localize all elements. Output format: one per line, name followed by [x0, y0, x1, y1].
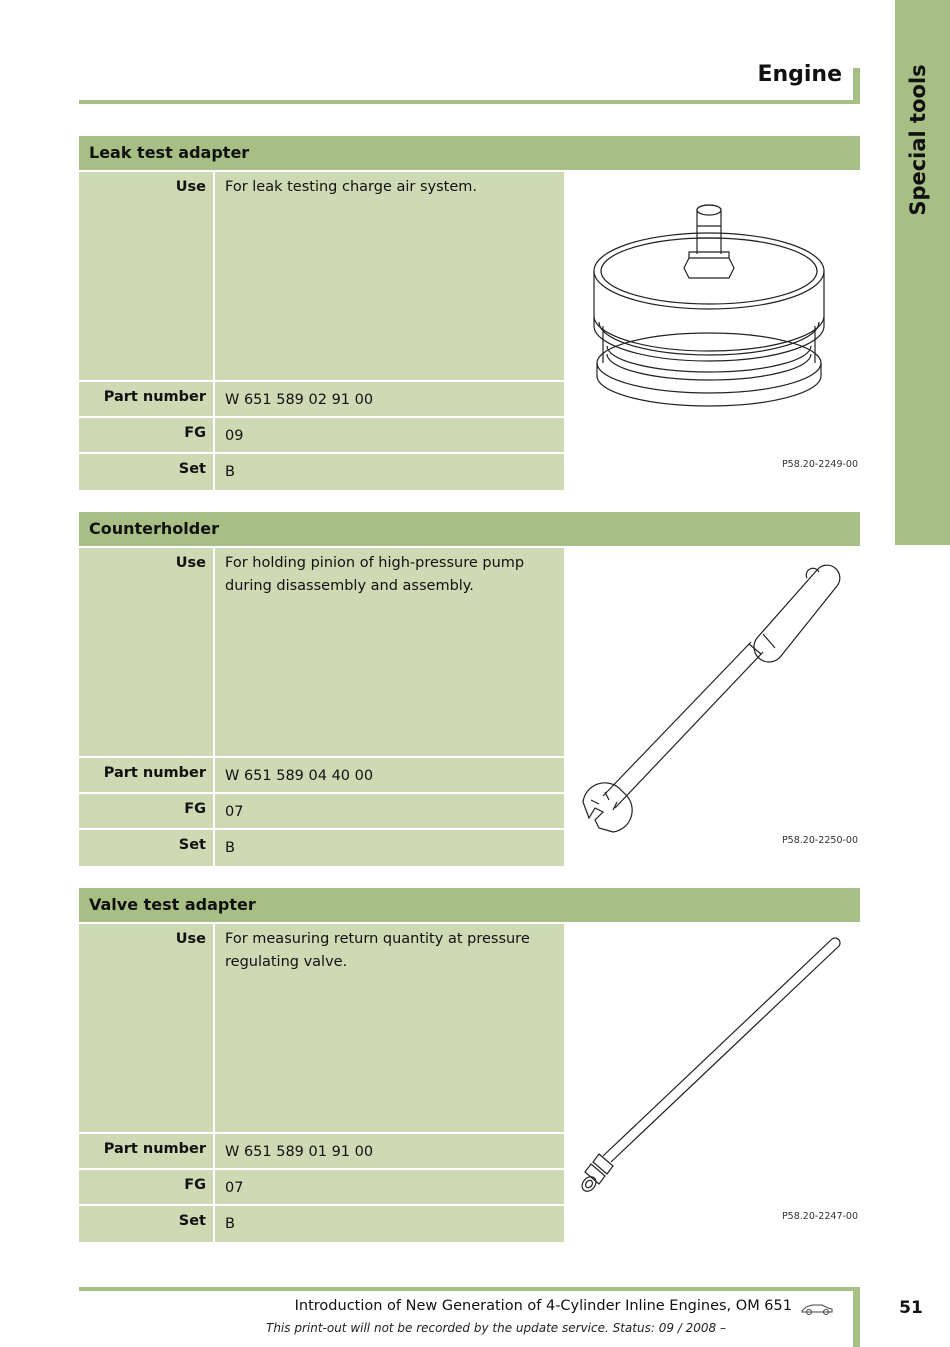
tool-section-valve-test-adapter — [79, 888, 860, 1242]
tool-section-leak-test-adapter — [79, 136, 860, 490]
use-value: For holding pinion of high-pressure pump during disassembly and assembly. — [215, 548, 564, 756]
header-rule — [79, 100, 860, 104]
set-value: B — [215, 454, 564, 490]
figure-ref: P58.20-2247-00 — [781, 1211, 858, 1222]
set-label: Set — [79, 830, 213, 866]
fg-label: FG — [79, 418, 213, 452]
part-number-label: Part number — [79, 758, 213, 792]
tool-title: Counterholder — [89, 519, 219, 538]
part-number-label: Part number — [79, 1134, 213, 1168]
counterholder-wrench-illustration — [569, 552, 861, 868]
part-number-label: Part number — [79, 382, 213, 416]
footer-title: Introduction of New Generation of 4-Cylinder Inline Engines, OM 651 — [294, 1298, 792, 1314]
part-number-value: W 651 589 01 91 00 — [215, 1134, 564, 1168]
fg-value: 09 — [215, 418, 564, 452]
set-value: B — [215, 830, 564, 866]
set-label: Set — [79, 1206, 213, 1242]
set-label: Set — [79, 454, 213, 490]
use-label: Use — [79, 172, 213, 380]
part-number-value: W 651 589 04 40 00 — [215, 758, 564, 792]
footer-rule-corner — [853, 1287, 860, 1347]
tool-section-counterholder — [79, 512, 860, 866]
footer-rule — [79, 1287, 860, 1291]
use-label: Use — [79, 924, 213, 1132]
use-value: For leak testing charge air system. — [215, 172, 564, 380]
fg-label: FG — [79, 1170, 213, 1204]
leak-test-adapter-illustration — [569, 176, 861, 492]
page-number: 51 — [899, 1298, 923, 1318]
tool-header — [79, 512, 860, 548]
figure-ref: P58.20-2250-00 — [781, 835, 858, 846]
tool-header — [79, 888, 860, 924]
tool-title: Leak test adapter — [89, 143, 250, 162]
fg-value: 07 — [215, 794, 564, 828]
part-number-value: W 651 589 02 91 00 — [215, 382, 564, 416]
use-value: For measuring return quantity at pressure regulating valve. — [215, 924, 564, 1132]
header-rule-corner — [853, 68, 860, 104]
fg-value: 07 — [215, 1170, 564, 1204]
tool-title: Valve test adapter — [89, 895, 256, 914]
fg-label: FG — [79, 794, 213, 828]
use-label: Use — [79, 548, 213, 756]
figure-ref: P58.20-2249-00 — [781, 459, 858, 470]
side-tab-label: Special tools — [906, 64, 930, 216]
footer-note: This print-out will not be recorded by the update service. Status: 09 / 2008 – — [266, 1321, 727, 1335]
valve-test-adapter-illustration — [569, 928, 861, 1244]
car-icon — [800, 1300, 834, 1316]
page-title: Engine — [757, 62, 842, 87]
tool-header — [79, 136, 860, 172]
set-value: B — [215, 1206, 564, 1242]
